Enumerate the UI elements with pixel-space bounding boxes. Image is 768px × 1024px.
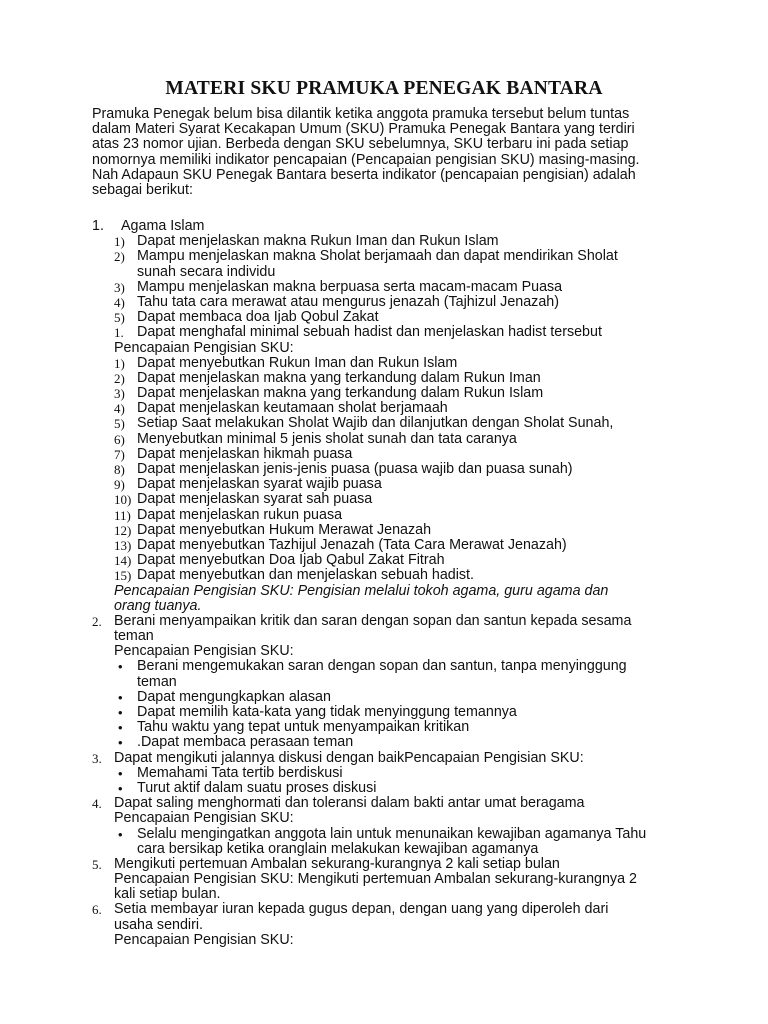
item-text: Dapat menghafal minimal sebuah hadist dan menjelaskan hadist tersebut: [137, 324, 602, 341]
item-text: kali setiap bulan.: [114, 886, 221, 903]
item-text: Dapat menjelaskan keutamaan sholat berjamaah: [137, 400, 448, 417]
intro-line: dalam Materi Syarat Kecakapan Umum (SKU) Pramuka Penegak Bantara yang terdiri: [92, 121, 635, 138]
item-text: Dapat menjelaskan makna yang terkandung dalam Rukun Islam: [137, 385, 544, 402]
item-text: Dapat memilih kata-kata yang tidak menyinggung temannya: [137, 704, 517, 720]
item-number: 5): [114, 416, 125, 432]
list-line: [0, 371, 768, 386]
item-number: 1.: [114, 325, 124, 341]
item-text: Dapat mengikuti jalannya diskusi dengan baikPencapaian Pengisian SKU:: [114, 749, 584, 766]
item-text: Pencapaian Pengisian SKU: Mengikuti pertemuan Ambalan sekurang-kurangnya 2: [114, 871, 637, 888]
list-line: [0, 341, 768, 356]
item-number: 6): [114, 431, 125, 447]
item-number: 3): [114, 279, 125, 295]
item-text: sunah secara individu: [137, 263, 276, 280]
list-line: [0, 599, 768, 614]
list-line: [0, 234, 768, 249]
item-number: 3): [114, 386, 125, 402]
item-number: 15): [114, 568, 132, 584]
item-text: Dapat menjelaskan rukun puasa: [137, 506, 343, 523]
intro-line: sebagai berikut:: [92, 182, 193, 199]
item-text: Mampu menjelaskan makna Sholat berjamaah dan dapat mendirikan Sholat: [137, 248, 618, 265]
intro-paragraph: [92, 107, 692, 198]
list-line: [0, 568, 768, 583]
bullet-marker: •: [118, 720, 123, 736]
item-text: Memahami Tata tertib berdiskusi: [137, 764, 343, 781]
item-text: Tahu waktu yang tepat untuk menyampaikan kritikan: [137, 719, 470, 736]
item-number: 4): [114, 294, 125, 310]
list-line: [0, 432, 768, 447]
list-line: [0, 614, 768, 629]
list-line: [0, 295, 768, 310]
item-number: 5.: [92, 856, 102, 872]
list-line: [0, 811, 768, 826]
item-text: Dapat menjelaskan hikmah puasa: [137, 445, 353, 462]
list-line: [0, 462, 768, 477]
intro-line: Nah Adapaun SKU Penegak Bantara beserta indikator (pencapaian pengisian) adalah: [92, 166, 636, 183]
bullet-marker: •: [118, 705, 123, 720]
item-text: Mampu menjelaskan makna berpuasa serta macam-macam Puasa: [137, 278, 563, 295]
item-number: 8): [114, 462, 125, 477]
item-text: Dapat menjelaskan syarat wajib puasa: [137, 476, 382, 493]
item-number: 7): [114, 446, 125, 462]
item-text: Dapat menjelaskan makna Rukun Iman dan Rukun Islam: [137, 233, 499, 250]
item-number: 11): [114, 507, 131, 523]
list-line: [0, 629, 768, 644]
list-line: [0, 902, 768, 917]
bullet-marker: •: [118, 689, 123, 705]
item-text: cara bersikap ketika oranglain melakukan kewajiban agamanya: [137, 840, 539, 857]
item-text: orang tuanya.: [114, 597, 202, 614]
item-text: Dapat menyebutkan Hukum Merawat Jenazah: [137, 521, 432, 538]
item-text: Agama Islam: [121, 218, 205, 234]
page-title: MATERI SKU PRAMUKA PENEGAK BANTARA: [165, 78, 603, 99]
item-text: Dapat menyebutkan Doa Ijab Qabul Zakat Fitrah: [137, 552, 445, 569]
item-text: Selalu mengingatkan anggota lain untuk menunaikan kewajiban agamanya Tahu: [137, 825, 647, 842]
list-line: [0, 356, 768, 371]
list-line: [0, 887, 768, 902]
item-text: Setiap Saat melakukan Sholat Wajib dan dilanjutkan dengan Sholat Sunah,: [137, 415, 614, 432]
list-line: [0, 933, 768, 948]
list-line: [0, 766, 768, 781]
intro-line: Pramuka Penegak belum bisa dilantik ketika anggota pramuka tersebut belum tuntas: [92, 106, 630, 122]
item-text: Dapat menjelaskan jenis-jenis puasa (puasa wajib dan puasa sunah): [137, 461, 573, 477]
list-line: [0, 751, 768, 766]
bullet-marker: •: [118, 826, 123, 842]
item-number: 5): [114, 310, 125, 326]
list-line: [0, 447, 768, 462]
item-text: usaha sendiri.: [114, 916, 204, 933]
item-number: 4): [114, 401, 125, 417]
bullet-marker: •: [118, 735, 123, 751]
list-line: [0, 842, 768, 857]
list-line: [0, 492, 768, 507]
item-text: Tahu tata cara merawat atau mengurus jenazah (Tajhizul Jenazah): [137, 293, 559, 310]
item-number: 13): [114, 537, 132, 553]
item-text: Pencapaian Pengisian SKU:: [114, 810, 294, 827]
list-line: [0, 857, 768, 872]
item-text: Menyebutkan minimal 5 jenis sholat sunah dan tata caranya: [137, 430, 517, 447]
item-text: Dapat menyebutkan Tazhijul Jenazah (Tata Cara Merawat Jenazah): [137, 536, 567, 553]
list-line: [0, 249, 768, 264]
list-line: [0, 219, 768, 234]
item-number: 3.: [92, 750, 102, 766]
item-text: Pencapaian Pengisian SKU:: [114, 931, 294, 948]
item-number: 2.: [92, 613, 102, 629]
item-number: 6.: [92, 902, 102, 918]
list-line: [0, 705, 768, 720]
item-number: 4.: [92, 796, 102, 812]
item-text: Dapat menyebutkan Rukun Iman dan Rukun Islam: [137, 354, 458, 371]
list-line: [0, 280, 768, 295]
item-number: 10): [114, 492, 132, 508]
bullet-marker: •: [118, 780, 123, 796]
item-text: Dapat menjelaskan syarat sah puasa: [137, 491, 373, 508]
item-text: Turut aktif dalam suatu proses diskusi: [137, 779, 377, 796]
list-line: [0, 872, 768, 887]
intro-line: atas 23 nomor ujian. Berbeda dengan SKU sebelumnya, SKU terbaru ini pada setiap: [92, 136, 629, 153]
list-line: [0, 735, 768, 750]
list-line: [0, 386, 768, 401]
sku-list: [0, 219, 768, 948]
item-text: Dapat saling menghormati dan toleransi dalam bakti antar umat beragama: [114, 795, 585, 812]
item-text: Dapat mengungkapkan alasan: [137, 688, 331, 705]
list-line: [0, 675, 768, 690]
item-number: 1): [114, 355, 125, 371]
list-line: [0, 796, 768, 811]
item-number: 1): [114, 234, 125, 250]
list-line: [0, 720, 768, 735]
item-number: 14): [114, 553, 132, 569]
list-line: [0, 325, 768, 340]
bullet-marker: •: [118, 659, 123, 675]
list-line: [0, 416, 768, 431]
item-text: Pencapaian Pengisian SKU: Pengisian melalui tokoh agama, guru agama dan: [114, 582, 609, 599]
item-text: teman: [137, 673, 177, 690]
list-line: [0, 644, 768, 659]
list-line: [0, 584, 768, 599]
item-text: teman: [114, 628, 154, 645]
item-text: Berani menyampaikan kritik dan saran dengan sopan dan santun kepada sesama: [114, 612, 632, 629]
intro-line: nomornya memiliki indikator pencapaian (Pencapaian pengisian SKU) masing-masing.: [92, 151, 640, 168]
list-line: [0, 781, 768, 796]
item-number: 2): [114, 370, 125, 386]
item-text: Mengikuti pertemuan Ambalan sekurang-kurangnya 2 kali setiap bulan: [114, 855, 560, 872]
list-line: [0, 659, 768, 674]
item-text: Dapat menjelaskan makna yang terkandung dalam Rukun Iman: [137, 369, 541, 386]
bullet-marker: •: [118, 765, 123, 781]
item-text: Dapat membaca doa Ijab Qobul Zakat: [137, 309, 379, 326]
list-line: [0, 401, 768, 416]
list-line: [0, 918, 768, 933]
item-text: .Dapat membaca perasaan teman: [137, 734, 354, 751]
item-number: 9): [114, 477, 125, 493]
list-line: [0, 690, 768, 705]
item-text: Setia membayar iuran kepada gugus depan, dengan uang yang diperoleh dari: [114, 901, 609, 918]
item-text: Berani mengemukakan saran dengan sopan dan santun, tanpa menyinggung: [137, 658, 627, 675]
list-line: [0, 553, 768, 568]
item-number: 12): [114, 522, 132, 538]
item-text: Dapat menyebutkan dan menjelaskan sebuah hadist.: [137, 567, 474, 584]
list-line: [0, 310, 768, 325]
list-line: [0, 477, 768, 492]
list-line: [0, 827, 768, 842]
list-line: [0, 265, 768, 280]
item-text: Pencapaian Pengisian SKU:: [114, 643, 294, 660]
item-number: 1.: [92, 218, 104, 234]
list-line: [0, 523, 768, 538]
list-line: [0, 538, 768, 553]
item-number: 2): [114, 249, 125, 265]
list-line: [0, 508, 768, 523]
item-text: Pencapaian Pengisian SKU:: [114, 339, 294, 356]
